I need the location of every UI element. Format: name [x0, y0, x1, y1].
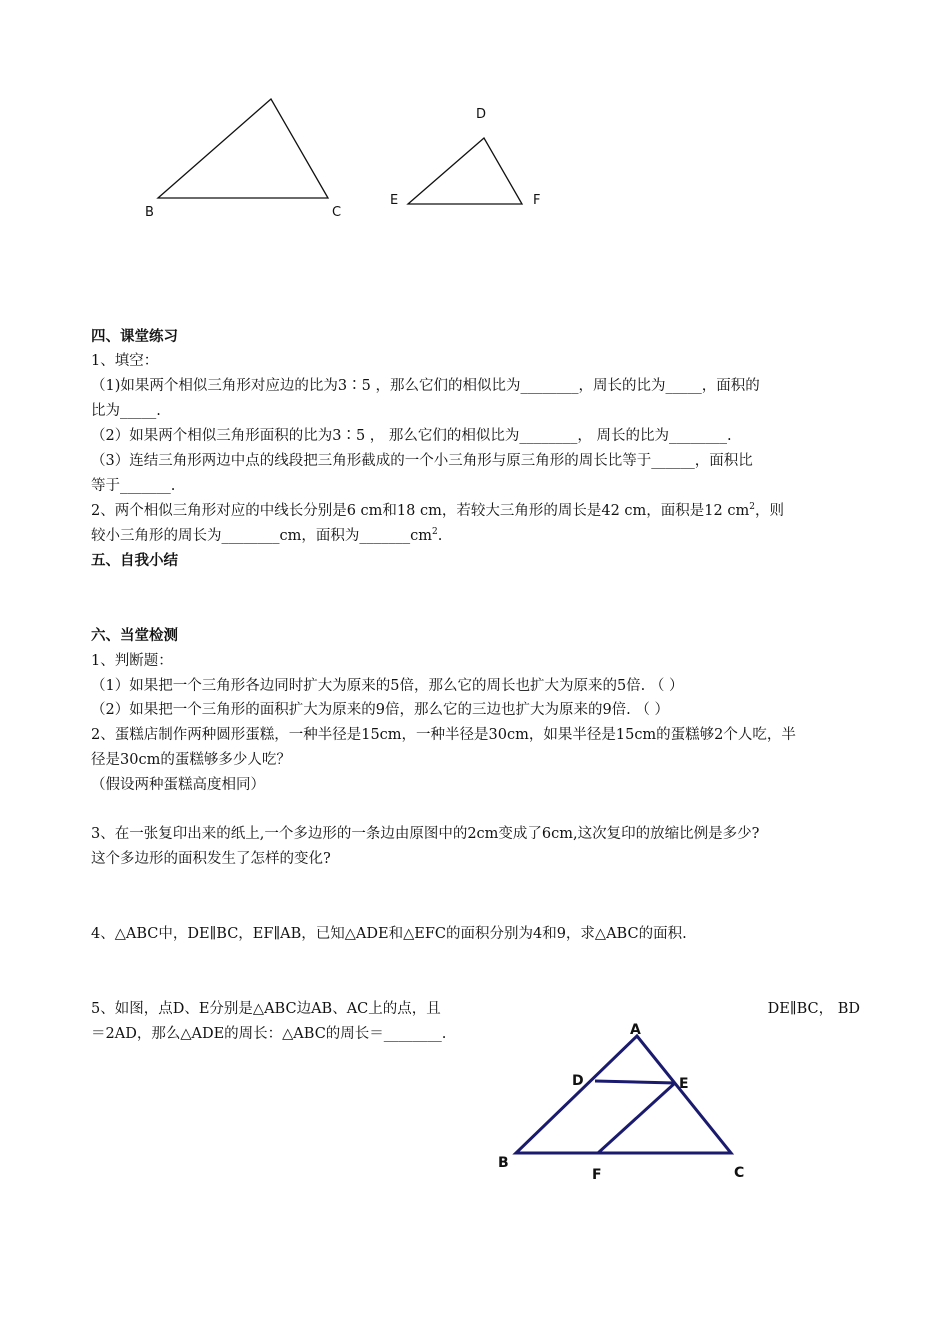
s4-q1-2: （2）如果两个相似三角形面积的比为3∶5 ， 那么它们的相似比为________， 周长的比为________.	[91, 428, 732, 444]
section5-heading: 五、自我小结	[91, 553, 178, 569]
s6-q1-title: 1、判断题：	[91, 653, 173, 669]
s6-q3b: 这个多边形的面积发生了怎样的变化?	[91, 851, 331, 867]
label-f: F	[533, 193, 541, 208]
s4-q1-3a: （3）连结三角形两边中点的线段把三角形截成的一个小三角形与原三角形的周长比等于______，面积比	[91, 453, 753, 469]
fig2-label-f: F	[592, 1167, 602, 1183]
fig2-label-c: C	[734, 1165, 745, 1181]
s4-q2a	[91, 499, 784, 523]
fig2-label-b: B	[498, 1155, 509, 1171]
section6-heading: 六、当堂检测	[91, 628, 178, 644]
s4-q1-1b: 比为_____.	[91, 403, 161, 419]
s6-q3a: 3、在一张复印出来的纸上,一个多边形的一条边由原图中的2cm变成了6cm,这次复印的放缩比例是多少?	[91, 826, 760, 842]
s4-q2b-end: .	[437, 528, 443, 544]
s6-q5a-right: DE∥BC， BD	[767, 1001, 860, 1017]
s6-q1-2: （2）如果把一个三角形的面积扩大为原来的9倍，那么它的三边也扩大为原来的9倍. （ ）	[91, 702, 669, 718]
s4-q2b	[91, 524, 442, 548]
s6-q1-1: （1）如果把一个三角形各边同时扩大为原来的5倍，那么它的周长也扩大为原来的5倍. （ ）	[91, 678, 684, 694]
label-e: E	[390, 193, 399, 208]
label-c: C	[332, 205, 342, 220]
s6-q4: 4、△ABC中，DE∥BC，EF∥AB，已知△ADE和△EFC的面积分别为4和9，求△ABC的面积.	[91, 926, 687, 942]
triangle-def-figure	[400, 130, 530, 210]
s6-q5b: ＝2AD，那么△ADE的周长：△ABC的周长＝________.	[91, 1026, 447, 1042]
s6-q2c: （假设两种蛋糕高度相同）	[91, 777, 265, 793]
s4-q2a-sup: 2	[749, 502, 755, 512]
label-d: D	[476, 107, 487, 122]
label-b: B	[145, 205, 154, 220]
triangle-abc-figure	[140, 90, 350, 210]
fig2-label-d: D	[572, 1073, 584, 1089]
fig2-label-e: E	[679, 1076, 689, 1092]
s4-q2a-text: 2、两个相似三角形对应的中线长分别是6 cm和18 cm，若较大三角形的周长是42 cm，面积是12 cm	[91, 503, 750, 519]
section4-heading: 四、课堂练习	[91, 329, 178, 345]
s4-q1-3b: 等于_______.	[91, 478, 176, 494]
s4-q2a-end: ，则	[754, 503, 784, 519]
triangle-abc-de-ef-figure	[500, 1025, 750, 1165]
fig2-label-a: A	[630, 1022, 641, 1038]
s4-q1-title: 1、填空：	[91, 353, 159, 369]
s4-q1-1a: （1)如果两个相似三角形对应边的比为3∶5 ，那么它们的相似比为________，周长的比为_____，面积的	[91, 378, 760, 394]
s4-q2b-text: 较小三角形的周长为________cm，面积为_______cm	[91, 528, 432, 544]
s6-q2b: 径是30cm的蛋糕够多少人吃？	[91, 752, 291, 768]
s4-q2b-sup: 2	[432, 527, 438, 537]
s6-q5a-left: 5、如图，点D、E分别是△ABC边AB、AC上的点，且	[91, 1001, 441, 1017]
s6-q2a: 2、蛋糕店制作两种圆形蛋糕，一种半径是15cm，一种半径是30cm，如果半径是15cm的蛋糕够2个人吃，半	[91, 727, 796, 743]
